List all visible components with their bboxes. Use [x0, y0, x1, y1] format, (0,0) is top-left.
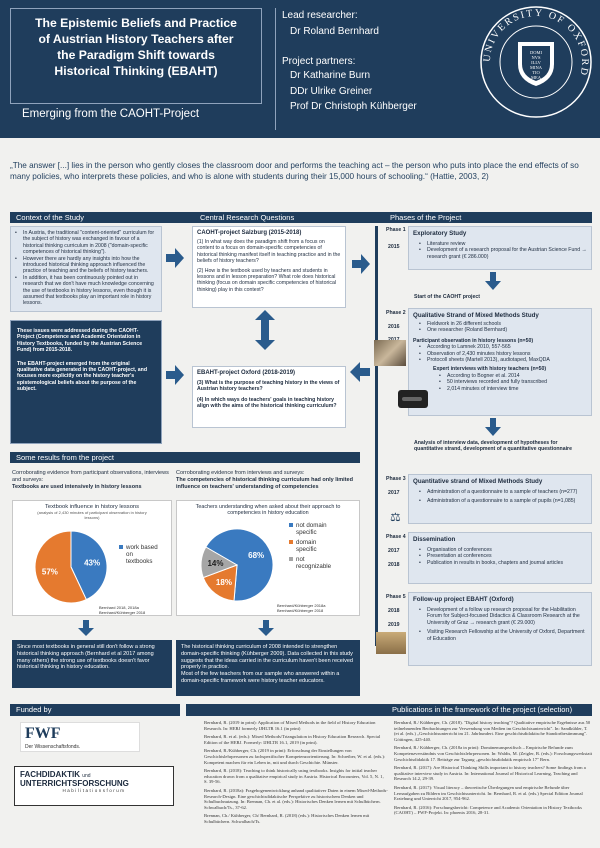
chart-2-source: Bernhard/Kühberger 2018a Bernhard/Kühberger 2018 — [277, 603, 326, 613]
habilitationsforum-logo: FACHDIDAKTIK und UNTERRICHTSFORSCHUNG Habilitationsforum — [14, 766, 174, 806]
arrow-updown-icon — [255, 310, 275, 350]
arrow-down-icon — [485, 272, 501, 290]
phase-title: Follow-up project EBAHT (Oxford) — [413, 596, 514, 603]
reference: Bernhard, R./Kühberger, Ch. (2019 in print): Erforschung der Einstellungen von Geschichtslehrpersonen zu fachspezifischer Kompetenzorientierung. In: Schreiber, W. et al. (eds.): Kompetent machen für ein Leben in, mit und durch Geschichte. Münster. — [204, 748, 386, 765]
phase-bullet: • Organisation of conferences — [419, 547, 587, 553]
arrow-right-icon — [166, 248, 184, 268]
caoht-question-1: (1) In what way does the paradigm shift from a focus on content to a focus on domain-specific competencies of historical thinking manifest itself in teaching practice and in the beliefs of history teachers? — [197, 239, 341, 265]
reference: Bernhard, R. et al. (eds.): Mixed Methods/Triangulation in History Education Research. Special Edition of the HERJ. Formerly: IJHLTR 16.1, 2019 (in print). — [204, 734, 381, 745]
classroom-photo — [374, 340, 406, 366]
references-left — [204, 720, 388, 828]
legend-label: not domain — [296, 522, 327, 529]
title-line: Historical Thinking (EBAHT) — [54, 64, 218, 78]
motto-text: DOMI — [530, 50, 542, 55]
phase-title: Exploratory Study — [413, 230, 467, 237]
caoht-question-2: (2) How is the textbook used by teachers and students in lessons and in lesson preparation? What role does historical thinking (focus on domain specific competencies of historical thinking) play in this context? — [197, 267, 336, 293]
phase-subheading: Participant observation in history lessons (n=50) — [413, 337, 534, 344]
reference: Bernhard, R. (2018a): Fragebogenentwicklung anhand qualitativer Daten in einem Mixed-Methods-Research-Design. Eine geschichtsdidaktische Perspektive zu historischem Denken und Schulbuchnutzung. In: Brennan, Ch. et al. (eds.): Historisches Denken lernen mit Schulbüchern. Schwalbach/Ts., 37-62. — [204, 787, 388, 810]
section-title-funded: Funded by — [16, 705, 52, 714]
pie-data-label: 43% — [84, 558, 101, 568]
legend-label: textbooks — [126, 558, 153, 565]
phase-bullet: • 2,014 minutes of interview time — [439, 386, 587, 392]
title-line: the Paradigm Shift towards — [57, 48, 215, 62]
phase-year: 2016 — [388, 324, 400, 330]
legend-label: recognizable — [296, 563, 332, 570]
references-right — [394, 720, 592, 819]
phase-5-box — [408, 592, 592, 666]
oxford-logo — [478, 4, 594, 120]
arrow-down-icon — [485, 418, 501, 436]
pie-data-label: 57% — [41, 567, 58, 577]
context-bullet: • However there are hardly any insights into how the introduced historical thinking approach influenced the practice of teaching and the beliefs of history teachers. — [15, 256, 157, 275]
legend-label: domain — [296, 539, 317, 546]
results-right-caption: Corroborating evidence from interviews and surveys: The competencies of historical thinking curriculum had only limited influence on teachers' understanding of competencies — [176, 470, 353, 490]
motto-text: TIO — [532, 70, 540, 75]
phase-bullet: • Development of a follow up research proposal for the Habilitation Forum for Subject-focused Didactics & Classroom Research at the University of Graz → research grant (€ 29.000) — [419, 607, 587, 626]
chart-2-title: Teachers understanding when asked about their approach to competencies in history education — [195, 504, 341, 517]
phase-bullet: • 50 interviews recorded and fully transcribed — [439, 379, 587, 385]
phase-label: Phase 3 — [386, 476, 406, 482]
chart-1-subtitle: (analysis of 2,430 minutes of participant observation in history lessons) — [37, 510, 147, 520]
phase-year: 2019 — [388, 622, 400, 628]
ebaht-title: EBAHT-project Oxford (2018-2019) — [197, 370, 296, 376]
reference: Bernhard, R./ Kühberger, Ch. (2018). "Digital history teaching"? Qualitative empirische Ergebnisse aus 50 teilnehmenden Beobachtungen zur Verwendung von Medien im Geschichtsunterricht". In: Sandkühler, T. (et al. (eds.) „Geschichtsunterricht im 21. Jahrhundert. Eine geschichtsdidaktische Standortbestimmung". Göttingen, 425-440. — [394, 720, 591, 742]
legend-label: specific — [296, 529, 317, 536]
phase-bullet: • Publication in results in books, chapters and journal articles — [419, 560, 587, 566]
phase-1-box — [408, 226, 592, 270]
subtitle: Emerging from the CAOHT-Project — [22, 108, 200, 120]
partner-name: Prof Dr Christoph Kühberger — [290, 101, 417, 112]
phase-bullet: • Literature review — [419, 241, 587, 247]
phase-bullet: • According to Lamnek 2010, 557-565 — [419, 344, 587, 350]
reference: Bernhard, R. (2017): Visual literacy – theoretische Überlegungen und empirische Befunde über Lernaufgaben zu Bildern im Geschichtsunterricht. In: Bernhard, R. et al. (eds.) Special Edition Journal Erziehung und Unterricht 2017, 954-962. — [394, 784, 583, 802]
pie-data-label: 18% — [215, 578, 232, 588]
caoht-questions-box — [192, 226, 346, 308]
motto-text: NVS — [531, 55, 541, 60]
partner-name: Dr Katharine Burn — [290, 70, 371, 81]
phase-title: Quantitative strand of Mixed Methods Study — [413, 478, 543, 485]
motto-text: MINA — [530, 65, 542, 70]
vertical-divider — [275, 8, 276, 130]
context-bullet: • In addition, it has been continuously pointed out in research that we don't have much knowledge concerning the use of textbooks in history lessons, even though it is assumed that textbooks play an important role in history lessons. — [15, 275, 157, 307]
legend-swatch — [289, 557, 293, 561]
context-box — [10, 226, 162, 312]
phase-year: 2017 — [388, 490, 400, 496]
title-box — [10, 8, 262, 104]
legend-label: on — [126, 551, 133, 558]
phase-bullet: • Administration of a questionnaire to a sample of pupils (n=1,085) — [419, 498, 587, 504]
phase-3-box — [408, 474, 592, 524]
phase-4-box — [408, 532, 592, 584]
phase-label: Phase 1 — [386, 227, 406, 233]
pie-data-label: 14% — [207, 559, 224, 569]
header-banner — [0, 0, 600, 138]
section-title-phases: Phases of the Project — [390, 213, 462, 222]
phase-bullet: • Observation of 2,430 minutes history lessons — [419, 351, 587, 357]
partners-label: Project partners: — [282, 56, 356, 67]
phase-label: Phase 2 — [386, 310, 406, 316]
pie-data-label: 68% — [248, 550, 265, 560]
legend-label: specific — [296, 546, 317, 553]
legend-swatch — [289, 523, 293, 527]
fwf-logo: FWF Der Wissenschaftsfonds. — [20, 722, 140, 752]
chart-2-svg — [177, 515, 359, 615]
phase-bullet: • Visiting Research Fellowship at the University of Oxford, Department of Education — [419, 629, 587, 642]
phase-title: Qualitative Strand of Mixed Methods Study — [413, 312, 539, 319]
phase-label: Phase 5 — [386, 594, 406, 600]
section-title-context: Context of the Study — [16, 213, 84, 222]
svg-text:UNIVERSITY OF OXFORD: UNIVERSITY OF OXFORD — [481, 7, 591, 78]
chart-1-source: Bernhard 2018, 2018a Bernhard/Kühberger 2018 — [99, 605, 146, 615]
results-left-caption-bold: Textbooks are used intensively in history lessons — [12, 484, 142, 490]
title-line: of Austrian History Teachers after — [38, 32, 234, 46]
motto-text: MEA — [531, 75, 541, 80]
phase-year: 2017 — [388, 548, 400, 554]
reference: Bernhard, R. (2016): Forschungsbericht: Competence and Academic Orientation in History Textbooks (CAOHT) – FWF-Projekt. In: phoenix 2016, 28-31. — [394, 804, 582, 816]
section-title-questions: Central Research Questions — [200, 213, 295, 222]
phase-label: Phase 4 — [386, 534, 406, 540]
phase-year: 2018 — [388, 562, 400, 568]
motto-text: ILLV — [531, 60, 541, 65]
phase-bullet: • Development of a research proposal for the Austrian Science Fund → research grant (€ 286.000) — [419, 247, 587, 260]
reference: Bernhard, R. (2019 in print): Application of Mixed Methods in the field of History Education Research. In: HERJ formerly IJHLTR 16.1 (in print) — [204, 720, 376, 731]
legend-label: work based — [126, 544, 158, 551]
context-summary-box — [10, 320, 162, 444]
ebaht-questions-box — [192, 366, 346, 428]
results-right-conclusion: The historical thinking curriculum of 2008 intended to strengthen domain-specific thinking (Kühberger 2009). Data collected in this study suggests that the ideas carried in the curriculum haven't been received properly in practice. Most of the few teachers from our sample who answered within a domain-specific framework were history teacher educators. — [176, 640, 360, 696]
title-line: The Epistemic Beliefs and Practice — [35, 16, 237, 30]
arrow-down-icon — [258, 620, 274, 636]
reference: Brennan, Ch./ Kühberger, Ch/ Bernhard, R. (2018) (eds.): Historisches Denken lernen mit Schulbüchern. Schwalbach/Ts. — [204, 813, 370, 824]
legend-label: not — [296, 556, 305, 563]
reference: Bernhard, R. (2017): Are Historical Thinking Skills important to history teachers? Some findings from a qualitative interview study in Austria. In: International Journal of Historical Learning, Teaching and Research 14.2, 29-39. — [394, 765, 586, 782]
chart-1-svg — [13, 515, 171, 615]
phase-bullet: • Protocoll sheets (Martell 2013), audiotaped, MaxQDA — [419, 357, 587, 363]
legend-swatch — [289, 540, 293, 544]
section-title-publications: Publications in the framework of the project (selection) — [392, 705, 573, 714]
scale-icon: ⚖ — [390, 510, 401, 524]
chart-1-title: Textbook influence in history lessons — [44, 504, 140, 510]
caoht-title: CAOHT-project Salzburg (2015-2018) — [197, 230, 302, 236]
arrow-right-icon — [166, 365, 184, 385]
microphone-photo — [398, 390, 428, 408]
oxford-building-photo — [376, 632, 406, 654]
phase-bullet: • Presentation at conferences — [419, 553, 587, 559]
chart-1-panel — [12, 500, 172, 616]
phase-timeline — [375, 226, 378, 646]
phase-footer: Start of the CAOHT project — [414, 294, 480, 300]
results-left-conclusion: Since most textbooks in general still don't follow a strong historical thinking approach (Bernhard et al 2017 among many others) the strong use of textbooks doesn't favor historical thinking in history education. — [12, 640, 172, 688]
context-bullet: • In Austria, the traditional "content-oriented" curriculum for the subject of history was exchanged in favour of a historical thinking curriculum in 2008 ("domain-specific competences of historical thinking"). — [15, 230, 157, 256]
phase-year: 2015 — [388, 244, 400, 250]
partner-name: DDr Ulrike Greiner — [290, 86, 373, 97]
phase-bullet: • One researcher (Roland Bernhard) — [419, 327, 587, 333]
phase-year: 2018 — [388, 608, 400, 614]
context-summary-p1: These issues were addressed during the CAOHT-Project (Competence and Academic Orientation in History Textbooks, funded by the Austrian Science Fund) from 2015-2018. — [17, 328, 143, 354]
lead-label: Lead researcher: — [282, 10, 358, 21]
phase-title: Dissemination — [413, 536, 456, 543]
section-header-bar — [10, 212, 592, 223]
phase-subheading: Expert interviews with history teachers (n=50) — [433, 366, 547, 373]
phase-bullet: • According to Bogner et al. 2014 — [439, 373, 587, 379]
ebaht-question-4: (4) In which ways do teachers' goals in teaching history align with the aims of the historical thinking curriculum? — [197, 396, 337, 410]
arrow-left-icon — [350, 362, 370, 382]
reference: Bernhard, R. (2018): Teaching to think historically using textbooks. Insights for initial teacher education drawn from a qualitative empirical study in Austria. Historical Encounters, Vol. 5, N. 1, S. 39-56. — [204, 768, 384, 785]
hattie-quote: „The answer [...] lies in the person who gently closes the classroom door and performs the teaching act – the person who puts into place the end effects of so many policies, who interprets these policies, and who is alone with students during their 15,000 hours of schooling.“ (Hattie, 2003, 2) — [10, 161, 579, 181]
reference: Bernhard, R./ Kühberger, Ch. (2018a in print): Domänenunspezifisch – Empirische Befunde zum Kompetenzverständnis von Geschichtslehrpersonen. In: Waldis, M. (Zeigler, B. (eds.): Forschungswerkstatt Geschichtsdidaktik 17. Beiträge zur Tagung „geschichtsdidaktik empirisch 17" Bern. — [394, 745, 592, 762]
phase-bullet: • Fieldwork in 26 different schools — [419, 321, 587, 327]
chart-2-panel — [176, 500, 360, 616]
legend-swatch — [119, 545, 123, 549]
phase-footer: Analysis of interview data, development of hypotheses for quantitative strand, development of a quantitative questionnaire — [414, 440, 572, 453]
lead-name: Dr Roland Bernhard — [290, 26, 379, 37]
results-left-caption: Corroborating evidence from participant observations, interviews and surveys: — [12, 470, 169, 483]
arrow-right-icon — [352, 254, 370, 274]
ebaht-question-3: (3) What is the purpose of teaching history in the views of Austrian history teachers? — [197, 380, 340, 393]
context-summary-p2: The EBAHT-project emerged from the original qualitative data generated in the CAOHT-project, and focuses more explicitly on the history teacher's epistemological beliefs about the purpose of the subject. — [17, 360, 147, 393]
phase-2-box — [408, 308, 592, 416]
phase-bullet: • Administration of a questionnaire to a sample of teachers (n=277) — [419, 489, 587, 495]
arrow-down-icon — [78, 620, 94, 636]
section-title-results: Some results from the project — [16, 453, 114, 462]
